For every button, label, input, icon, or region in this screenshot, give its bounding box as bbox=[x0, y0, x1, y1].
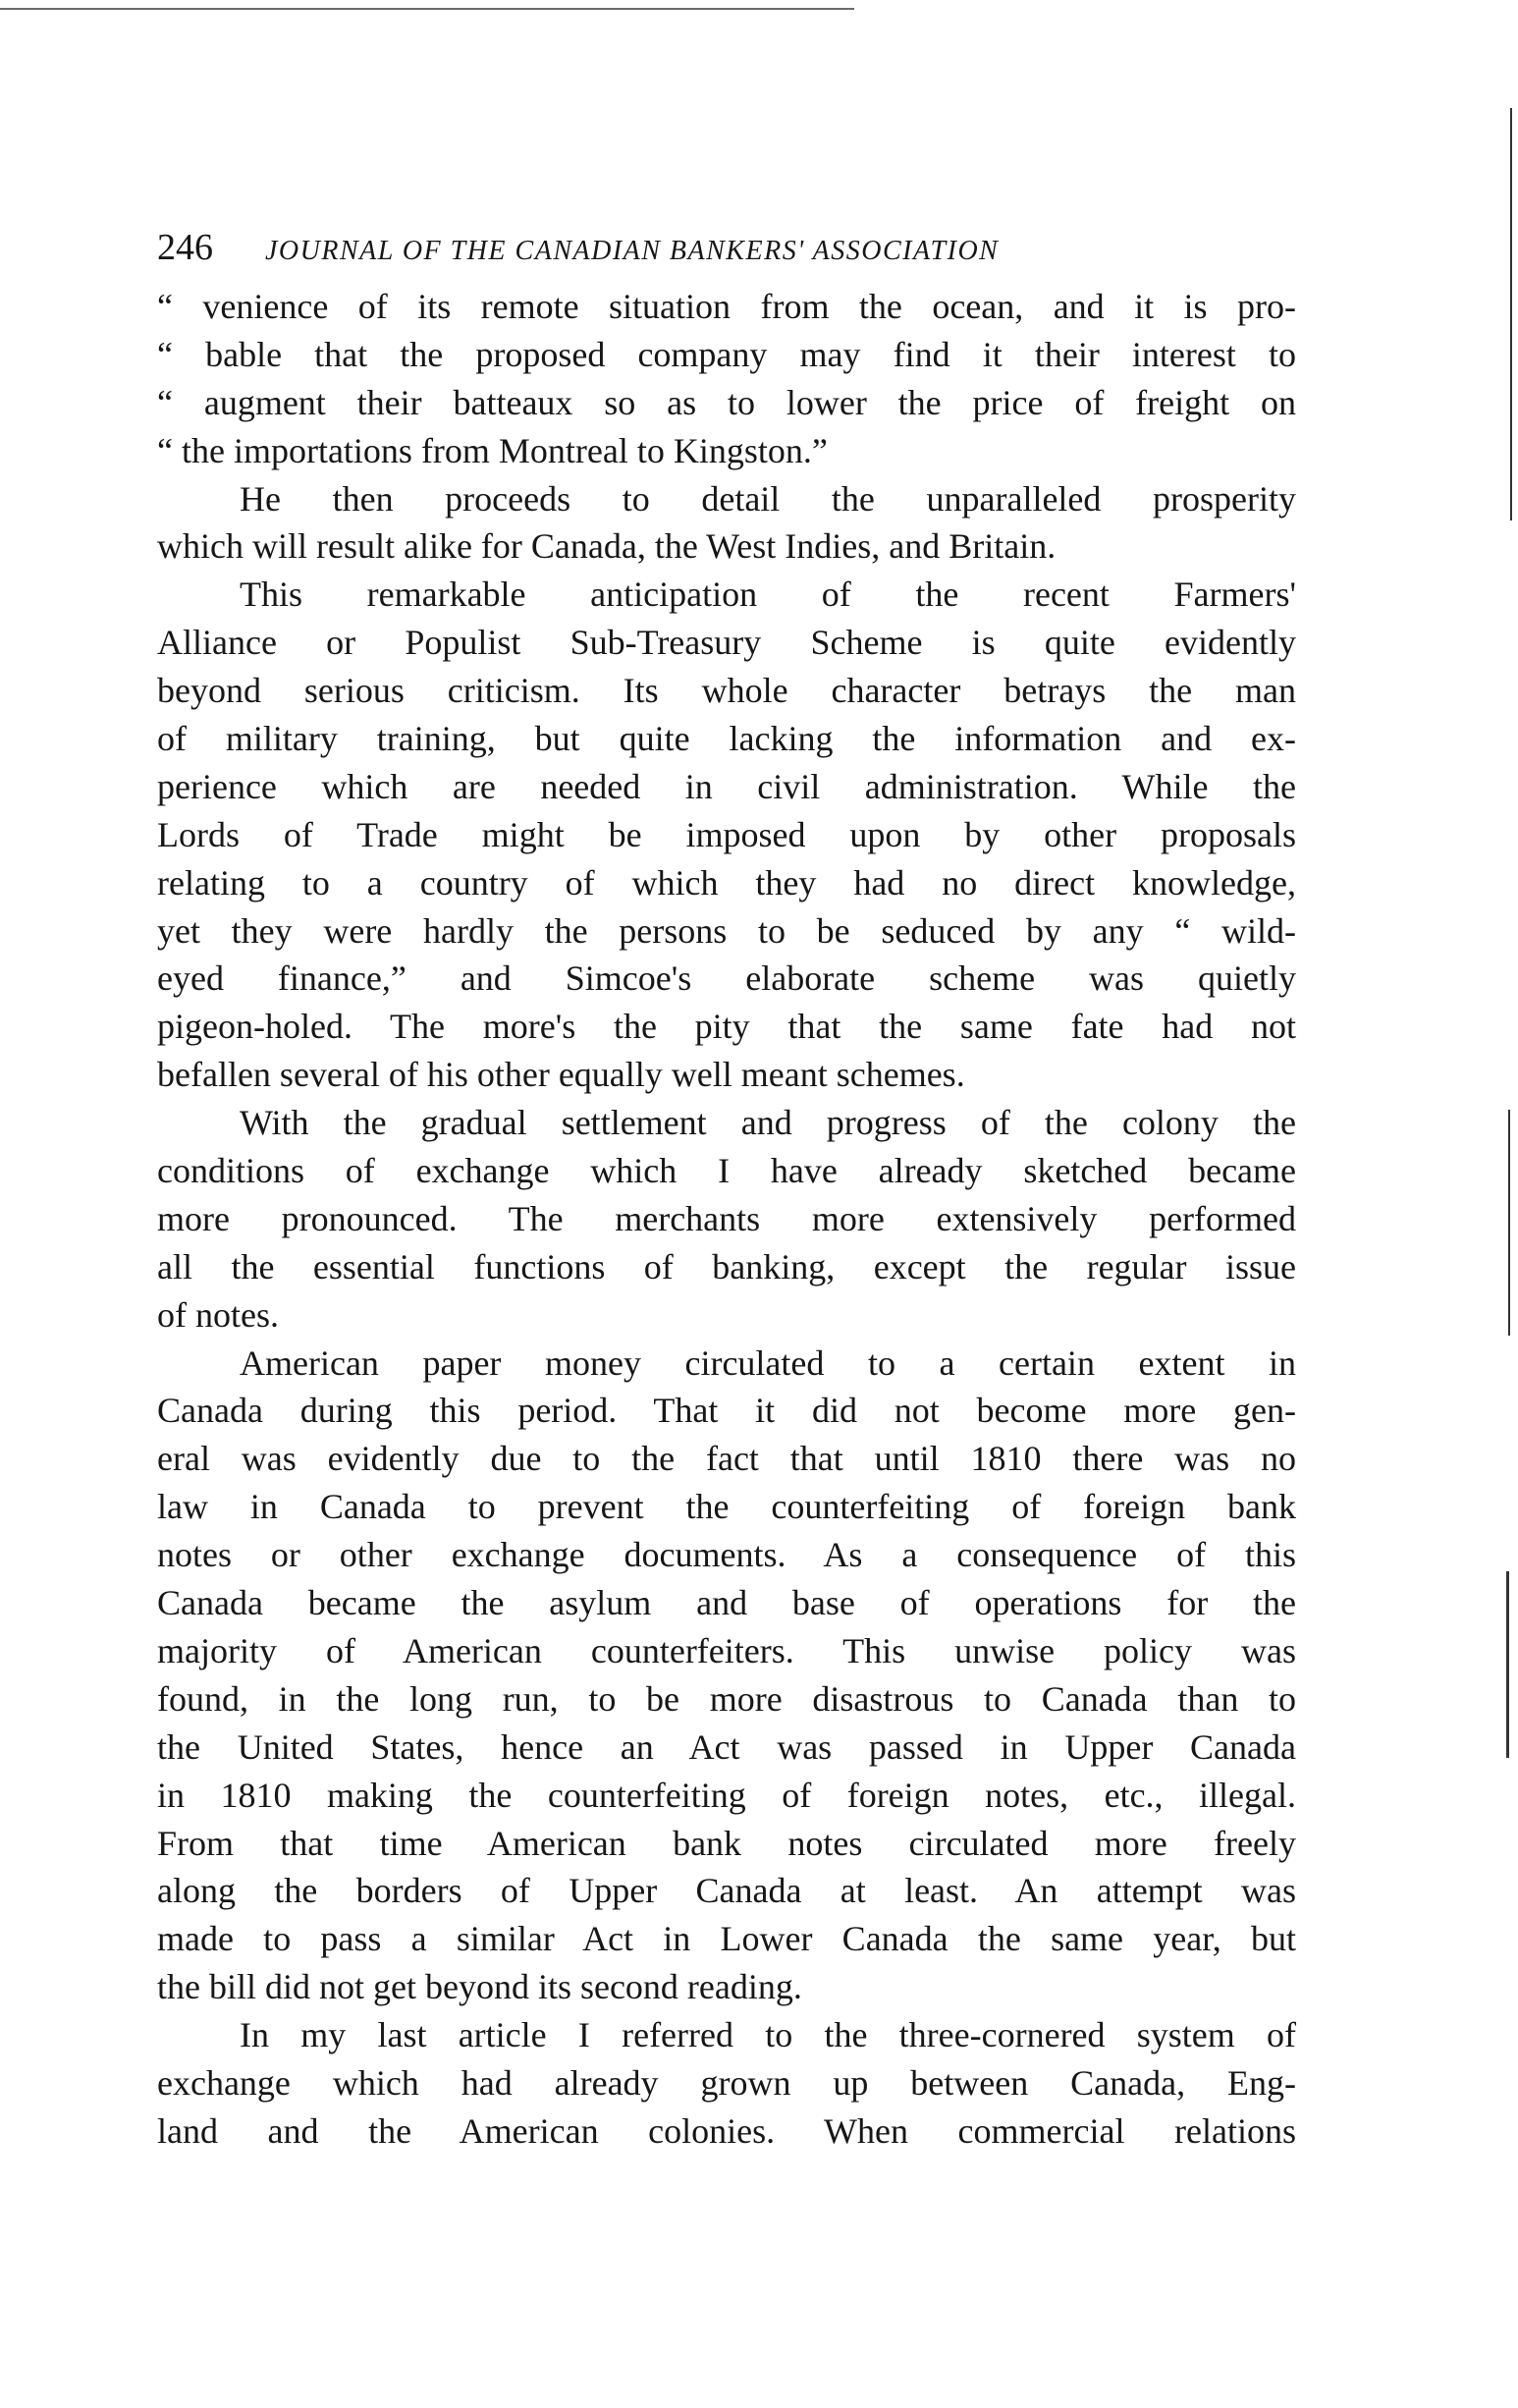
book-page bbox=[157, 226, 1296, 2156]
text-line: found, in the long run, to be more disastrous to Canada than to bbox=[157, 1678, 1296, 1719]
text-line: He then proceeds to detail the unparalleled prosperity bbox=[240, 478, 1296, 519]
text-line: of military training, but quite lacking the information and ex- bbox=[157, 719, 1296, 759]
scan-edge-mark bbox=[1508, 1110, 1510, 1336]
text-line: the United States, hence an Act was passed in Upper Canada bbox=[157, 1726, 1296, 1767]
text-line: befallen several of his other equally well meant schemes. bbox=[157, 1055, 965, 1095]
text-line: perience which are needed in civil administration. While the bbox=[157, 766, 1296, 806]
text-line: Alliance or Populist Sub-Treasury Scheme is quite evidently bbox=[157, 623, 1296, 663]
running-head bbox=[157, 226, 1296, 275]
text-line: more pronounced. The merchants more extensively performed bbox=[157, 1198, 1296, 1238]
text-line: From that time American bank notes circulated more freely bbox=[157, 1823, 1296, 1863]
text-line: conditions of exchange which I have already sketched became bbox=[157, 1151, 1296, 1191]
text-line: made to pass a similar Act in Lower Canada the same year, but bbox=[157, 1919, 1296, 1959]
text-line: Canada became the asylum and base of operations for the bbox=[157, 1583, 1296, 1623]
text-line: With the gradual settlement and progress of the colony the bbox=[240, 1103, 1296, 1143]
journal-title: JOURNAL OF THE CANADIAN BANKERS' ASSOCIATION bbox=[265, 236, 1000, 266]
text-line: This remarkable anticipation of the recent Farmers' bbox=[240, 575, 1296, 615]
text-line: pigeon-holed. The more's the pity that the same fate had not bbox=[157, 1007, 1296, 1047]
text-line: notes or other exchange documents. As a consequence of this bbox=[157, 1535, 1296, 1575]
scan-edge-mark bbox=[1506, 1571, 1509, 1758]
text-line: beyond serious criticism. Its whole character betrays the man bbox=[157, 671, 1296, 711]
scan-edge-mark bbox=[1510, 108, 1512, 520]
text-line: in 1810 making the counterfeiting of foreign notes, etc., illegal. bbox=[157, 1775, 1296, 1815]
page-number: 246 bbox=[157, 227, 213, 268]
text-line: along the borders of Upper Canada at least. An attempt was bbox=[157, 1871, 1296, 1911]
text-line: the bill did not get beyond its second reading. bbox=[157, 1967, 802, 2007]
text-line: Lords of Trade might be imposed upon by other proposals bbox=[157, 814, 1296, 854]
text-line: exchange which had already grown up between Canada, Eng- bbox=[157, 2062, 1296, 2103]
text-line: Canada during this period. That it did not become more gen- bbox=[157, 1391, 1296, 1431]
text-line: American paper money circulated to a certain extent in bbox=[240, 1342, 1296, 1383]
text-line: all the essential functions of banking, except the regular issue bbox=[157, 1246, 1296, 1286]
text-line: which will result alike for Canada, the West Indies, and Britain. bbox=[157, 526, 1057, 567]
text-line: land and the American colonies. When commercial relations bbox=[157, 2110, 1296, 2151]
text-line: relating to a country of which they had no direct knowledge, bbox=[157, 862, 1296, 903]
text-line: of notes. bbox=[157, 1294, 279, 1335]
text-line: majority of American counterfeiters. This unwise policy was bbox=[157, 1630, 1296, 1670]
text-line: “ venience of its remote situation from the ocean, and it is pro- bbox=[157, 287, 1296, 326]
text-line: In my last article I referred to the three-cornered system of bbox=[240, 2015, 1296, 2055]
text-line: yet they were hardly the persons to be seduced by any “ wild- bbox=[157, 910, 1296, 951]
text-line: law in Canada to prevent the counterfeiting of foreign bank bbox=[157, 1487, 1296, 1527]
text-line: eral was evidently due to the fact that until 1810 there was no bbox=[157, 1439, 1296, 1479]
top-rule bbox=[0, 8, 854, 10]
text-line: “ bable that the proposed company may find it their interest to bbox=[157, 334, 1296, 374]
text-line: “ augment their batteaux so as to lower the price of freight on bbox=[157, 382, 1296, 422]
text-line: eyed finance,” and Simcoe's elaborate scheme was quietly bbox=[157, 958, 1296, 999]
text-line: “ the importations from Montreal to Kingston.” bbox=[157, 430, 828, 470]
body-text bbox=[157, 283, 1296, 2156]
